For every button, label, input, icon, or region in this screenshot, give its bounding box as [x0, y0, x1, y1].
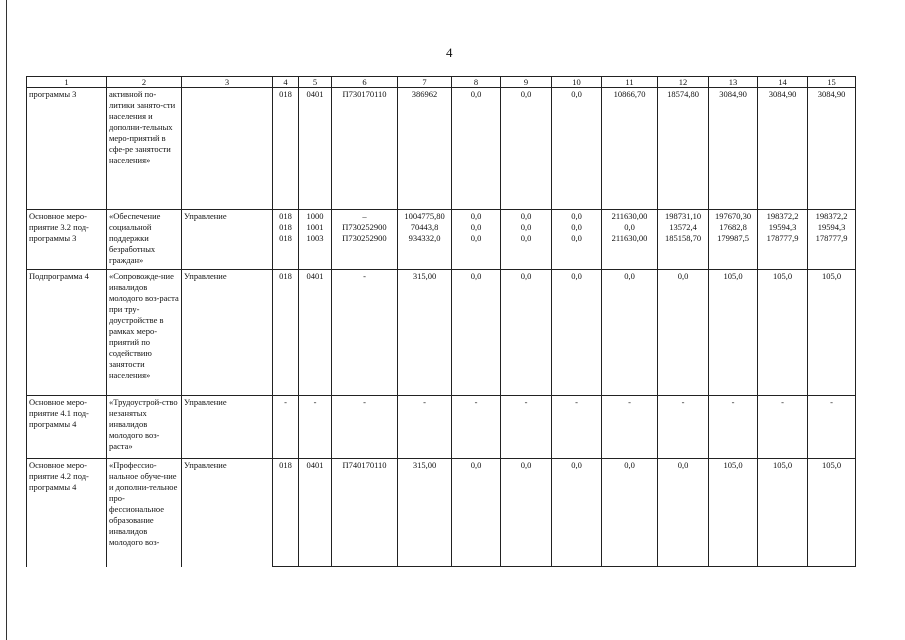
cell-v7	[398, 210, 452, 270]
cell-value: 0,0	[624, 460, 635, 470]
cell-value: 0,0	[624, 222, 635, 232]
cell-v12	[658, 210, 709, 270]
column-header-10: 10	[552, 77, 602, 88]
cell-value: -	[363, 271, 366, 281]
cell-rz-pr	[299, 396, 332, 459]
cell-name: Основное меро-приятие 3.2 под-программы 3	[27, 210, 107, 270]
cell-v9	[501, 210, 552, 270]
cell-value: 934332,0	[408, 233, 441, 243]
cell-v7	[398, 270, 452, 396]
cell-v14	[758, 88, 808, 210]
column-header-14: 14	[758, 77, 808, 88]
cell-v8	[452, 459, 501, 567]
cell-v7	[398, 396, 452, 459]
budget-table	[26, 76, 856, 567]
cell-value: 0,0	[470, 271, 482, 281]
cell-value: 211630,00	[611, 211, 648, 221]
cell-grbs	[273, 88, 299, 210]
cell-grbs	[273, 396, 299, 459]
cell-csr	[332, 88, 398, 210]
cell-value: 0401	[306, 89, 324, 99]
column-header-3: 3	[182, 77, 273, 88]
page-number: 4	[446, 45, 453, 60]
cell-v9	[501, 459, 552, 567]
cell-v8	[452, 88, 501, 210]
cell-value: 018	[279, 271, 292, 281]
cell-value: 178777,9	[766, 233, 799, 243]
cell-value: 0,0	[520, 233, 532, 243]
column-header-8: 8	[452, 77, 501, 88]
cell-value: 1004775,80	[404, 211, 445, 221]
table-row	[27, 270, 856, 396]
cell-value: -	[575, 397, 578, 407]
cell-value: -	[363, 397, 366, 407]
cell-csr	[332, 396, 398, 459]
cell-v15	[808, 396, 856, 459]
cell-v14	[758, 210, 808, 270]
cell-v11	[602, 270, 658, 396]
cell-v10	[552, 88, 602, 210]
cell-v11	[602, 396, 658, 459]
cell-value: 198372,2	[815, 211, 848, 221]
cell-value: -	[524, 397, 528, 407]
cell-value: 018	[279, 460, 292, 470]
cell-rz-pr	[299, 88, 332, 210]
column-header-1: 1	[27, 77, 107, 88]
cell-value: 0,0	[470, 89, 482, 99]
column-header-2: 2	[107, 77, 182, 88]
cell-value: 0,0	[624, 271, 635, 281]
cell-value: 0,0	[520, 222, 532, 232]
cell-value: 18574,80	[667, 89, 699, 99]
cell-value: П730252900	[342, 233, 387, 243]
cell-csr	[332, 270, 398, 396]
column-header-6: 6	[332, 77, 398, 88]
cell-value: 0,0	[470, 460, 482, 470]
column-header-9: 9	[501, 77, 552, 88]
table-row	[27, 88, 856, 210]
column-number-row	[27, 77, 856, 88]
cell-v13	[709, 270, 758, 396]
cell-name: Основное меро-приятие 4.1 под-программы 4	[27, 396, 107, 459]
cell-value: 018	[279, 211, 292, 221]
cell-value: 0,0	[571, 222, 582, 232]
cell-value: -	[474, 397, 478, 407]
cell-grbs	[273, 210, 299, 270]
column-header-4: 4	[273, 77, 299, 88]
cell-value: -	[681, 397, 685, 407]
cell-v12	[658, 88, 709, 210]
cell-value: 19594,3	[768, 222, 797, 232]
cell-value: 315,00	[412, 271, 437, 281]
cell-v12	[658, 459, 709, 567]
cell-value: -	[628, 397, 631, 407]
cell-v13	[709, 459, 758, 567]
cell-description: «Трудоустрой-ство незанятых инвалидов молодого воз-раста»	[107, 396, 182, 459]
table-row	[27, 459, 856, 567]
cell-v11	[602, 459, 658, 567]
cell-csr	[332, 459, 398, 567]
cell-v9	[501, 396, 552, 459]
cell-value: 3084,90	[817, 89, 846, 99]
cell-value: 0,0	[571, 89, 582, 99]
cell-v12	[658, 270, 709, 396]
cell-value: 179987,5	[717, 233, 749, 243]
cell-value: 185158,70	[664, 233, 702, 243]
cell-v14	[758, 396, 808, 459]
column-header-15: 15	[808, 77, 856, 88]
cell-description: «Профессио-нальное обуче-ние и дополни-тельное про-фессиональное образование инвалидов молодого воз-	[107, 459, 182, 567]
cell-value: 0,0	[571, 460, 582, 470]
cell-v13	[709, 210, 758, 270]
cell-value: -	[781, 397, 784, 407]
cell-v14	[758, 270, 808, 396]
cell-description: активной по-литики занято-сти населения и дополни-тельных меро-приятий в сфе-ре занятости населения»	[107, 88, 182, 210]
cell-value: 13572,4	[669, 222, 697, 232]
cell-value: 386962	[411, 89, 438, 99]
cell-value: 0,0	[520, 271, 532, 281]
cell-value: 018	[279, 233, 292, 243]
page-edge-line	[6, 0, 7, 640]
cell-value: 0,0	[571, 271, 582, 281]
cell-grbs	[273, 270, 299, 396]
cell-description: «Обеспечение социальной поддержки безработных граждан»	[107, 210, 182, 270]
cell-value: 17682,8	[719, 222, 747, 232]
cell-name: программы 3	[27, 88, 107, 210]
cell-v7	[398, 88, 452, 210]
cell-rz-pr	[299, 270, 332, 396]
cell-value: -	[830, 397, 833, 407]
cell-v12	[658, 396, 709, 459]
cell-value: 0,0	[520, 211, 532, 221]
cell-value: 19594,3	[817, 222, 846, 232]
cell-value: 0,0	[470, 211, 482, 221]
cell-value: 0401	[306, 271, 324, 281]
table-row	[27, 396, 856, 459]
cell-v15	[808, 210, 856, 270]
cell-value: 105,0	[772, 460, 793, 470]
cell-value: 0,0	[520, 89, 532, 99]
cell-value: -	[313, 397, 317, 407]
cell-value: 1000	[306, 211, 324, 221]
cell-value: 018	[279, 89, 292, 99]
cell-grbs	[273, 459, 299, 567]
cell-value: П730170110	[342, 89, 387, 99]
table-row	[27, 210, 856, 270]
column-header-12: 12	[658, 77, 709, 88]
cell-value: 3084,90	[768, 89, 797, 99]
cell-value: 197670,30	[714, 211, 752, 221]
cell-v8	[452, 270, 501, 396]
cell-v15	[808, 88, 856, 210]
cell-value: 0,0	[571, 211, 582, 221]
cell-value: –	[362, 211, 367, 221]
cell-value: -	[731, 397, 735, 407]
cell-value: 178777,9	[815, 233, 848, 243]
cell-v10	[552, 270, 602, 396]
column-header-13: 13	[709, 77, 758, 88]
cell-name: Основное меро-приятие 4.2 под-программы 4	[27, 459, 107, 567]
cell-value: 105,0	[723, 460, 743, 470]
cell-v14	[758, 459, 808, 567]
cell-executor: Управление	[182, 459, 273, 567]
cell-value: 10866,70	[613, 89, 646, 99]
cell-value: 105,0	[821, 460, 842, 470]
cell-v10	[552, 396, 602, 459]
cell-executor: Управление	[182, 396, 273, 459]
cell-value: 198731,10	[664, 211, 702, 221]
cell-value: 018	[279, 222, 292, 232]
cell-v13	[709, 396, 758, 459]
cell-v9	[501, 88, 552, 210]
cell-v10	[552, 459, 602, 567]
cell-value: 0,0	[677, 460, 689, 470]
cell-value: -	[284, 397, 287, 407]
cell-csr	[332, 210, 398, 270]
cell-value: 198372,2	[766, 211, 799, 221]
cell-value: П740170110	[342, 460, 387, 470]
cell-value: 1001	[306, 222, 324, 232]
column-header-11: 11	[602, 77, 658, 88]
cell-executor	[182, 88, 273, 210]
cell-executor: Управление	[182, 270, 273, 396]
cell-v15	[808, 459, 856, 567]
cell-v15	[808, 270, 856, 396]
cell-value: 70443,8	[410, 222, 439, 232]
column-header-5: 5	[299, 77, 332, 88]
cell-v10	[552, 210, 602, 270]
cell-value: 3084,90	[719, 89, 747, 99]
cell-rz-pr	[299, 210, 332, 270]
cell-v11	[602, 210, 658, 270]
cell-v8	[452, 210, 501, 270]
cell-description: «Сопровожде-ние инвалидов молодого воз-раста при тру-доустройстве в рамках меро-приятий по содействию занятости населения»	[107, 270, 182, 396]
cell-value: -	[423, 397, 426, 407]
cell-rz-pr	[299, 459, 332, 567]
cell-executor: Управление	[182, 210, 273, 270]
cell-value: 0401	[306, 460, 324, 470]
cell-v8	[452, 396, 501, 459]
cell-value: 0,0	[470, 222, 482, 232]
cell-v9	[501, 270, 552, 396]
cell-value: 0,0	[571, 233, 582, 243]
cell-value: 211630,00	[611, 233, 648, 243]
cell-value: 1003	[306, 233, 324, 243]
cell-value: 315,00	[412, 460, 437, 470]
cell-value: 0,0	[520, 460, 532, 470]
cell-name: Подпрограмма 4	[27, 270, 107, 396]
cell-value: 0,0	[470, 233, 482, 243]
cell-v7	[398, 459, 452, 567]
cell-v11	[602, 88, 658, 210]
column-header-7: 7	[398, 77, 452, 88]
cell-value: 0,0	[677, 271, 689, 281]
cell-v13	[709, 88, 758, 210]
cell-value: П730252900	[342, 222, 387, 232]
cell-value: 105,0	[772, 271, 793, 281]
cell-value: 105,0	[821, 271, 842, 281]
cell-value: 105,0	[723, 271, 743, 281]
